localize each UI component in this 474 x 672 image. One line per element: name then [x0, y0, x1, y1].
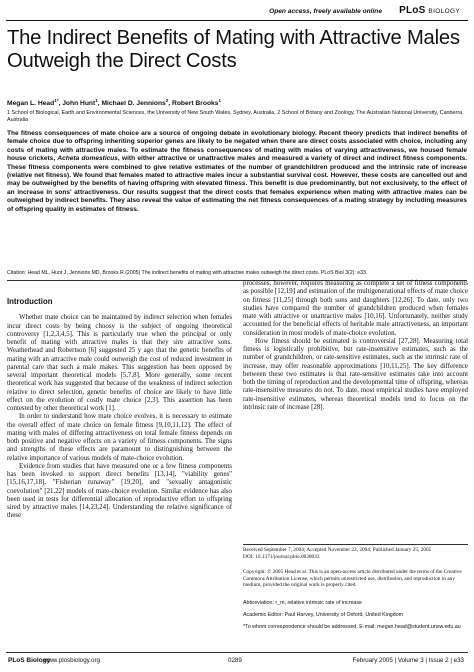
author[interactable]: Michael D. Jennions: [101, 100, 166, 108]
author-list: Megan L. Head$^{1*}$, John Hunt$^1$, Michael D. Jennions$^2$, Robert Brooks$^1$: [7, 98, 221, 108]
page-number: 0289: [228, 657, 242, 664]
header-rule: [6, 20, 468, 21]
plos-biology-logo: PLoS BIOLOGY: [399, 5, 460, 16]
abbreviation-note: Abbreviation: r_m, relative intrinsic rate of increase: [243, 600, 362, 606]
author[interactable]: John Hunt: [62, 100, 96, 108]
journal-url-link[interactable]: www.plosbiology.org: [44, 657, 100, 664]
left-column: [7, 292, 232, 521]
academic-editor: Academic Editor: Paul Harvey, University of Oxford, United Kingdom: [243, 612, 404, 618]
paragraph: processes, however, requires measuring as complete a set of fitness components as possible [12,19] and estimation of the multigenerational effects of mate choice on fitness [11,25] through both sons and daughters [12,26]. To date, only two studies have compared the number of grandchildren produced when females mate with attractive or unattractive males [10,16]. Unfortunately, neither study accounted for the beneficial effects of heritable male attractiveness, an important consideration in most models of mate-choice evolution.: [243, 280, 468, 337]
received-dates: Received September 7, 2004; Accepted November 22, 2004; Published January 25, 2005 DOI: 10.1371/journal.pbio.0030033: [243, 547, 468, 560]
paragraph: Evidence from studies that have measured one or a few fitness components has been invoked to support direct benefits [13,14], "viability genes" [15,16,17,18], "Fisherian runaway" [19,20], and "sexually antagonistic coevolution" [21,22] models of mate-choice evolution. Similar evidence has also been used in tests for differential allocation of reproductive effort to offspring sired by attractive males [14,23,24]. Understanding the relative significance of these: [7, 462, 232, 520]
metadata-rule: [243, 544, 468, 545]
open-access-label: Open access, freely available online: [269, 8, 382, 15]
paragraph: How fitness should be estimated is controversial [27,28]. Measuring total fitness is logistically prohibitive, but rate-insensitive estimates, such as the number of grandchildren, or rate-sensitive estimates, such as the intrinsic rate of increase, may offer reasonable approximations [10,11,25]. The key difference between these two estimates is that rate-sensitive estimates take into account both the timing of reproduction and the developmental time of offspring, whereas rate-insensitive measures do not. To date, most empirical studies have employed rate-insensitive estimates, whereas theoretical models tend to focus on the intrinsic rate of increase [28].: [243, 337, 468, 411]
right-column: [243, 280, 468, 412]
journal-header: [0, 4, 474, 24]
correspondence-note[interactable]: *To whom correspondence should be addressed. E-mail: megan.head@student.unsw.edu.au: [243, 624, 461, 630]
paragraph: In order to understand how mate choice evolves, it is necessary to estimate the overall effect of mate choice on female fitness [9,10,11,12]. The effect of mating with males of differing attractiveness on total female fitness depends on both positive and negative effects on a variety of fitness components. The signs and strengths of these effects are paramount to distinguishing between the relative importance of various models of mate-choice evolution.: [7, 413, 232, 462]
footer-rule: [6, 652, 468, 653]
citation: Citation: Head ML, Hunt J, Jennions MD, Brooks R (2005) The indirect benefits of mating with attractive males outweigh the direct costs. PLoS Biol 3(2): e33.: [7, 270, 368, 276]
issue-info: February 2005 | Volume 3 | Issue 2 | e33: [352, 657, 464, 664]
page-footer: [0, 652, 474, 668]
plos-biology-footer-logo: PLoS Biology: [8, 657, 51, 664]
species-name: Acheta domesticus: [57, 155, 118, 163]
copyright-notice: Copyright: © 2005 Head et al. This is an open-access article distributed under the terms of the Creative Commons Attribution License, which permits unrestricted use, distribution, and reproduction in any medium, provided the original work is properly cited.: [243, 569, 462, 588]
author[interactable]: Megan L. Head: [7, 100, 55, 108]
paragraph: Whether mate choice can be maintained by indirect selection when females incur direct costs by being choosy is the subject of ongoing theoretical controversy [1,2,3,4,5]. This is particularly true when the principal or only benefit of mating with attractive males is that they sire attractive sons. Weatherhead and Robertson [6] suggested 25 y ago that the genetic benefits of mating with an attractive male could outweigh the cost of reduced investment in parental care that such a male makes. This suggestion has been opposed by several important theoretical models [5,7,8]. More generally, some recent theoretical work has suggested that because of the weakness of indirect selection relative to direct selection, genetic benefits of choice are likely to have little effect on the evolution of costly mate choice [2,3]. This assertion has been contested by other theoretical work [1].: [7, 314, 232, 412]
author[interactable]: Robert Brooks: [172, 100, 219, 108]
article-title: The Indirect Benefits of Mating with Attractive Males Outweigh the Direct Costs: [7, 27, 460, 72]
introduction-heading: Introduction: [7, 297, 53, 306]
affiliations: 1 School of Biological, Earth and Environmental Sciences, the University of New South Wales, Sydney, Australia, 2 School of Botany and Zoology, The Australian National University, Canberra, Australia: [7, 110, 464, 124]
abstract: The fitness consequences of mate choice are a source of ongoing debate in evolutionary biology. Recent theory predicts that indirect benefits of female choice due to offspring inheriting superior genes are likely to be negated when there are direct costs associated with choice, including any costs of mating with attractive males. To estimate the fitness consequences of mating with males of varying attractiveness, we housed female house crickets, Acheta domesticus, with either attractive or unattractive males and measured a variety of direct and indirect fitness components. These fitness components were combined to give relative estimates of the number of grandchildren produced and the intrinsic rate of increase (relative net fitness). We found that females mated to attractive males incur a substantial survival cost. However, these costs are cancelled out and may be outweighed by the benefits of having offspring with elevated fitness. This benefit is due predominantly, but not exclusively, to the effect of an increase in sons' attractiveness. Our results suggest that the direct costs that females experience when mating with attractive males can be outweighed by indirect benefits. They also reveal the value of estimating the net fitness consequences of a mating strategy by including measures of offspring quality in estimates of fitness.: [7, 130, 467, 213]
doi-link[interactable]: DOI: 10.1371/journal.pbio.0030033: [243, 553, 320, 560]
